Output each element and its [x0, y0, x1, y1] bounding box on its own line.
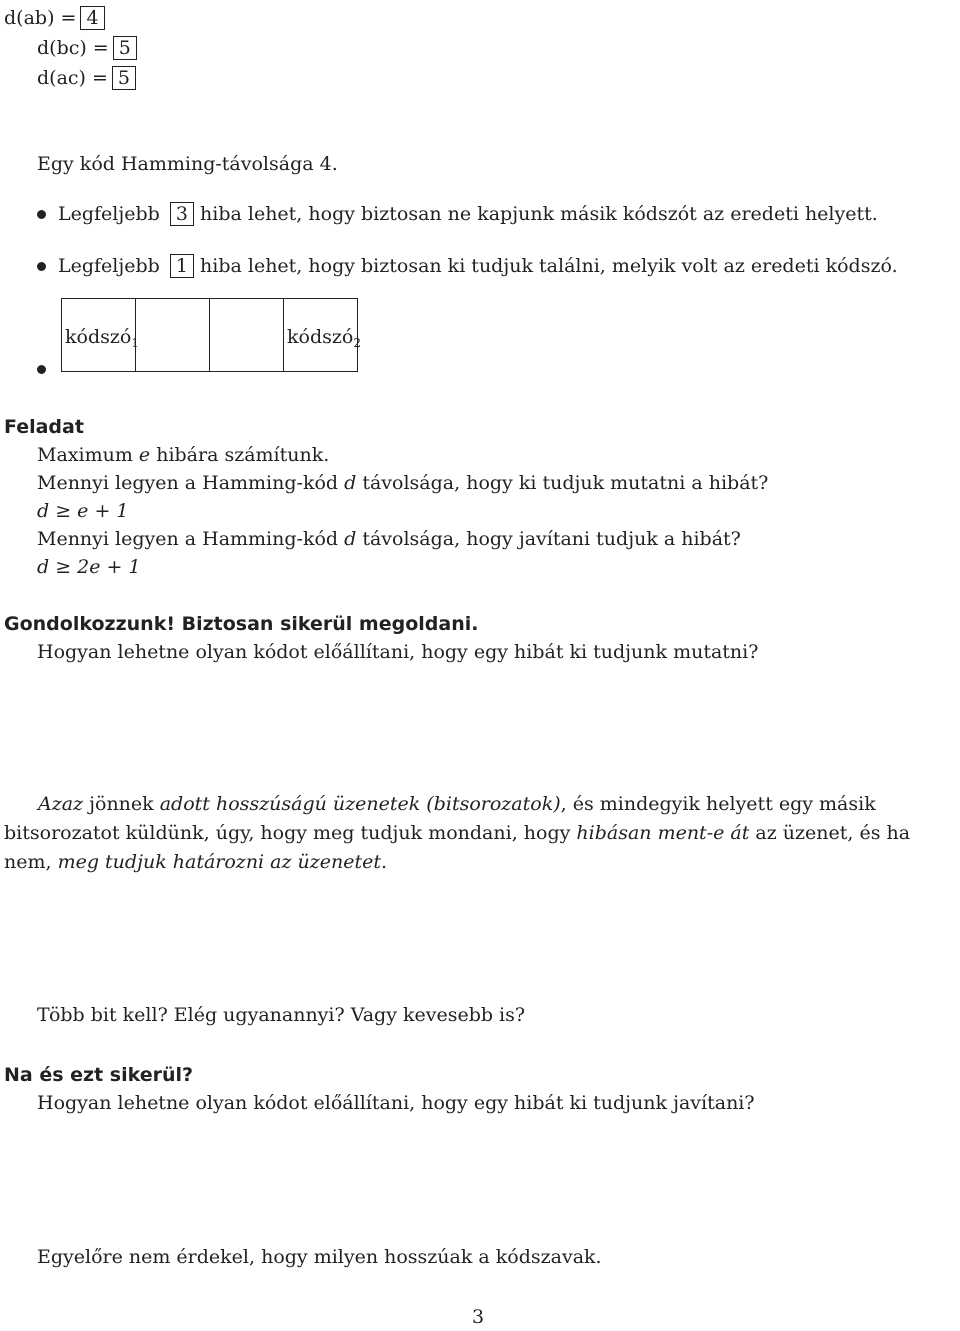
formula-detect: d ≥ e + 1 [37, 500, 129, 522]
codeword-length-note: Egyelőre nem érdekel, hogy milyen hosszúak a kódszavak. [37, 1246, 602, 1268]
page-number: 3 [472, 1306, 485, 1328]
diagram-cell-codeword-2 [283, 298, 361, 372]
distance-bc-value: 5 [113, 36, 137, 60]
bullet-item-2: Legfeljebb 1 hiba lehet, hogy biztosan ki tudjuk találni, melyik volt az eredeti kódszó. [58, 255, 898, 277]
bullet-1-number: 3 [170, 202, 194, 226]
feladat-line-2: Mennyi legyen a Hamming-kód d távolsága, hogy ki tudjuk mutatni a hibát? [37, 472, 769, 494]
codeword-2-label: kódszó$_2$ [287, 326, 361, 350]
gondolkozzunk-heading: Gondolkozzunk! Biztosan sikerül megoldani. [4, 613, 479, 635]
bullet-item-1: Legfeljebb 3 hiba lehet, hogy biztosan ne kapjunk másik kódszót az eredeti helyett. [58, 203, 878, 225]
bullet-2-number: 1 [170, 254, 194, 278]
codeword-diagram [62, 298, 361, 372]
bullet-icon [37, 210, 46, 219]
hamming-distance-line: Egy kód Hamming-távolsága 4. [37, 153, 338, 175]
feladat-line-3: Mennyi legyen a Hamming-kód d távolsága, hogy javítani tudjuk a hibát? [37, 528, 741, 550]
distance-ab: d(ab) = 4 [4, 4, 105, 32]
explanation-paragraph: Azaz jönnek adott hosszúságú üzenetek (bitsorozatok), és mindegyik helyett egy másik bitsorozatot küldünk, úgy, hogy meg tudjuk mondani, hogy hibásan ment-e át az üzenet, és ha nem, meg tudjuk határozni az üzenetet. [4, 793, 911, 873]
correct-question: Hogyan lehetne olyan kódot előállítani, hogy egy hibát ki tudjunk javítani? [37, 1092, 755, 1114]
feladat-line-1: Maximum e hibára számítunk. [37, 444, 330, 466]
distance-ab-value: 4 [80, 6, 104, 30]
distance-ac-value: 5 [112, 66, 136, 90]
more-bits-question: Több bit kell? Elég ugyanannyi? Vagy kevesebb is? [37, 1004, 526, 1026]
na-es-heading: Na és ezt sikerül? [4, 1064, 194, 1086]
distance-ac: d(ac) = 5 [37, 64, 136, 92]
formula-correct: d ≥ 2e + 1 [37, 556, 141, 578]
bullet-icon [37, 262, 46, 271]
feladat-heading: Feladat [4, 416, 84, 438]
diagram-cell-codeword-1 [61, 298, 139, 372]
distance-bc: d(bc) = 5 [37, 34, 137, 62]
diagram-cell [135, 298, 210, 372]
codeword-1-label: kódszó$_1$ [65, 326, 139, 350]
bullet-icon [37, 365, 46, 374]
detect-question: Hogyan lehetne olyan kódot előállítani, hogy egy hibát ki tudjunk mutatni? [37, 641, 759, 663]
diagram-cell [209, 298, 284, 372]
